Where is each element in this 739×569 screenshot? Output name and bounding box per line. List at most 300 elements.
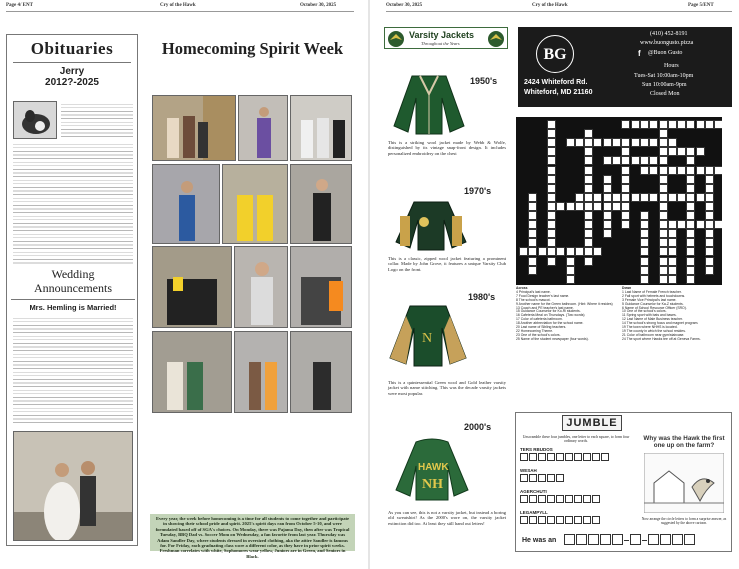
jumble-answer-prefix: He was an — [522, 537, 557, 544]
across-clue: 17 Color of cafeteria bathroom. — [516, 317, 563, 322]
jumble-letter-box[interactable] — [556, 516, 564, 524]
crossword-cell[interactable] — [686, 275, 695, 284]
crossword-cell[interactable] — [705, 220, 714, 229]
down-clues — [622, 287, 732, 342]
crossword-cell[interactable] — [528, 247, 537, 256]
crossword-cell[interactable] — [566, 247, 575, 256]
crossword-cell[interactable] — [584, 175, 593, 184]
crossword-cell[interactable] — [547, 202, 556, 211]
crossword-cell[interactable] — [547, 156, 556, 165]
crossword-cell[interactable] — [584, 257, 593, 266]
jumble-letter-box[interactable] — [583, 453, 591, 461]
crossword-cell[interactable] — [603, 211, 612, 220]
crossword-cell[interactable] — [621, 184, 630, 193]
crossword-cell[interactable] — [677, 193, 686, 202]
jumble-letter-box[interactable] — [556, 474, 564, 482]
spirit-photo-8 — [234, 246, 288, 328]
crossword-cell[interactable] — [603, 220, 612, 229]
svg-text:N: N — [422, 331, 433, 346]
crossword-cell[interactable] — [640, 229, 649, 238]
obit-photo-jerry — [13, 101, 57, 139]
crossword-cell[interactable] — [621, 193, 630, 202]
jumble-answer-boxes[interactable] — [564, 534, 695, 545]
jumble-letter-box[interactable] — [547, 453, 555, 461]
crossword-cell[interactable] — [584, 156, 593, 165]
crossword-cell[interactable] — [528, 202, 537, 211]
crossword-cell[interactable] — [659, 275, 668, 284]
answer-letter-box[interactable] — [630, 534, 641, 545]
crossword-cell[interactable] — [584, 220, 593, 229]
crossword-cell[interactable] — [696, 220, 705, 229]
crossword-cell[interactable] — [547, 175, 556, 184]
crossword-cell[interactable] — [547, 166, 556, 175]
crossword-cell[interactable] — [621, 220, 630, 229]
jacket-1980s-image — [388, 300, 468, 368]
jumble-letter-box[interactable] — [529, 474, 537, 482]
crossword-cell[interactable] — [593, 138, 602, 147]
crossword-cell[interactable] — [686, 247, 695, 256]
crossword-cell[interactable] — [686, 211, 695, 220]
crossword-cell[interactable] — [659, 129, 668, 138]
crossword-cell[interactable] — [547, 257, 556, 266]
crossword-cell[interactable] — [659, 257, 668, 266]
answer-letter-box[interactable] — [600, 534, 611, 545]
crossword-cell[interactable] — [705, 266, 714, 275]
jumble-letter-box[interactable] — [574, 495, 582, 503]
crossword-cell[interactable] — [640, 257, 649, 266]
crossword-cell[interactable] — [528, 211, 537, 220]
crossword-cell[interactable] — [640, 138, 649, 147]
spirit-photo-5 — [222, 164, 288, 244]
answer-letter-box[interactable] — [648, 534, 659, 545]
crossword-cell[interactable] — [547, 238, 556, 247]
crossword-cell[interactable] — [621, 147, 630, 156]
crossword-cell[interactable] — [640, 193, 649, 202]
jumble-instructions: Unscramble these four jumbles, one letter to each square, to form four ordinary words. — [522, 435, 630, 444]
crossword-cell[interactable] — [659, 266, 668, 275]
crossword-cell[interactable] — [547, 147, 556, 156]
crossword-cell[interactable] — [668, 166, 677, 175]
crossword-cell[interactable] — [696, 120, 705, 129]
crossword-cell[interactable] — [584, 193, 593, 202]
answer-letter-box[interactable] — [588, 534, 599, 545]
jumble-letter-box[interactable] — [592, 495, 600, 503]
crossword-cell[interactable] — [631, 156, 640, 165]
across-clue: 25 Name of the student newspaper (four words). — [516, 336, 589, 341]
crossword-cell[interactable] — [677, 166, 686, 175]
crossword-cell[interactable] — [705, 166, 714, 175]
crossword-cell[interactable] — [566, 266, 575, 275]
left-header-paper: Cry of the Hawk — [160, 3, 196, 8]
crossword-cell[interactable] — [547, 220, 556, 229]
crossword-cell[interactable] — [705, 184, 714, 193]
buon-gusto-ad[interactable] — [518, 27, 732, 107]
crossword-cell[interactable] — [556, 202, 565, 211]
crossword-cell[interactable] — [640, 266, 649, 275]
crossword-cell[interactable] — [659, 238, 668, 247]
down-clue: 11 Spring sport with bats and bases. — [622, 313, 677, 318]
crossword-cell[interactable] — [547, 193, 556, 202]
jumble-letter-box[interactable] — [592, 516, 600, 524]
crossword-cell[interactable] — [556, 247, 565, 256]
crossword-cell[interactable] — [659, 120, 668, 129]
jacket-1980s-caption: This is a quintessential Green wool and Gold leather varsity jacket with name stitching. This was the decade varsity jackets were most popular. — [388, 380, 506, 396]
down-clue: 5 Guidance Counselor for Ka-Z students. — [622, 301, 684, 306]
crossword-cell[interactable] — [649, 166, 658, 175]
crossword-cell[interactable] — [686, 156, 695, 165]
crossword-cell[interactable] — [668, 220, 677, 229]
jumble-letter-box[interactable] — [520, 474, 528, 482]
crossword-cell[interactable] — [584, 166, 593, 175]
crossword-cell[interactable] — [621, 138, 630, 147]
jumble-letter-box[interactable] — [565, 453, 573, 461]
crossword-cell[interactable] — [547, 184, 556, 193]
crossword-cell[interactable] — [705, 202, 714, 211]
left-header-page: Page 4/ ENT — [6, 3, 33, 8]
crossword-cell[interactable] — [686, 120, 695, 129]
crossword-cell[interactable] — [659, 193, 668, 202]
crossword-cell[interactable] — [659, 211, 668, 220]
crossword-cell[interactable] — [631, 120, 640, 129]
crossword-cell[interactable] — [621, 156, 630, 165]
across-clue: 23 One of the school's colors. — [516, 332, 561, 337]
crossword-cell[interactable] — [705, 229, 714, 238]
crossword-cell[interactable] — [631, 138, 640, 147]
crossword-cell[interactable] — [686, 147, 695, 156]
jacket-1970s-caption: This is a classic, zipped wool jacket featuring a prominent collar. Made by John Grove, it features a unique Varsity Club Logo on the front. — [388, 256, 506, 272]
obit-dates: 2012?-2025 — [45, 77, 99, 88]
varsity-banner — [384, 27, 508, 49]
crossword-cell[interactable] — [593, 247, 602, 256]
crossword-cell[interactable] — [677, 220, 686, 229]
jumble-letter-box[interactable] — [601, 453, 609, 461]
crossword-cell[interactable] — [668, 138, 677, 147]
crossword-cell[interactable] — [575, 193, 584, 202]
wedding-heading: Mrs. Hemling is Married! — [29, 303, 117, 312]
crossword-cell[interactable] — [696, 147, 705, 156]
jumble-letter-box[interactable] — [556, 453, 564, 461]
crossword-cell[interactable] — [612, 138, 621, 147]
down-clue: 19 The county in which the school resides. — [622, 328, 686, 333]
spirit-photo-2 — [238, 95, 288, 161]
facebook-icon[interactable]: f — [638, 49, 641, 58]
right-header-rule — [386, 11, 732, 12]
crossword-cell[interactable] — [640, 120, 649, 129]
across-clue: 4 Principal's last name. — [516, 289, 551, 294]
answer-dash — [642, 540, 647, 541]
spirit-photo-10 — [152, 331, 232, 413]
crossword-cell[interactable] — [640, 247, 649, 256]
crossword-cell[interactable] — [547, 229, 556, 238]
crossword-cell[interactable] — [640, 211, 649, 220]
crossword-cell[interactable] — [575, 138, 584, 147]
homecoming-body: Every year, the week before homecoming is a time for all students to come together and participate in showing their school pride and spirit. 2025's spirit days ran from October 5-10, and were formulated based off of SGA's choices. On Monday, there was Pajama Day, then after was Tropical Tuesday, BBQ Dad vs. Soccer Mom on Wednesday, a fan favorite from last year. Thursday was Adam Sandler Day, where students dressed in oversized clothing, aka the attire Sandler is famous for. For Friday, each graduating class wore a different color, as they have in prior spirit weeks. Freshman correlates with white, Sophomores wear yellow, Juniors are in Green, and Seniors in Black. — [155, 516, 350, 559]
crossword-cell[interactable] — [547, 138, 556, 147]
crossword-cell[interactable] — [714, 220, 722, 229]
crossword-cell[interactable] — [686, 266, 695, 275]
jumble-letter-box[interactable] — [547, 474, 555, 482]
across-clue: 20 Last name of Sibling teachers. — [516, 325, 567, 330]
crossword-cell[interactable] — [659, 156, 668, 165]
jumble-scrambled-word: TERS RBUDOS — [520, 447, 553, 452]
answer-letter-box[interactable] — [660, 534, 671, 545]
crossword-cell[interactable] — [705, 247, 714, 256]
ad-hours-title: Hours — [664, 63, 679, 69]
crossword-cell[interactable] — [612, 202, 621, 211]
crossword-cell[interactable] — [621, 166, 630, 175]
crossword-cell[interactable] — [668, 238, 677, 247]
crossword-cell[interactable] — [668, 257, 677, 266]
down-list — [622, 291, 732, 342]
crossword-cell[interactable] — [668, 120, 677, 129]
crossword-cell[interactable] — [668, 266, 677, 275]
hawk-logo-icon — [387, 30, 405, 48]
crossword-cell[interactable] — [584, 247, 593, 256]
crossword-cell[interactable] — [668, 193, 677, 202]
crossword-cell[interactable] — [714, 166, 722, 175]
down-clue: 6 Name of School Resource Officer (SRO). — [622, 305, 687, 310]
crossword-cell[interactable] — [584, 138, 593, 147]
crossword-cell[interactable] — [593, 202, 602, 211]
crossword-cell[interactable] — [677, 120, 686, 129]
wedding-title: Wedding Announcements — [34, 267, 112, 295]
down-clue: 2 Fall sport with helmets and touchdowns. — [622, 293, 686, 298]
jumble-letter-box[interactable] — [574, 516, 582, 524]
right-header-date: October 30, 2025 — [386, 3, 423, 8]
crossword-cell[interactable] — [659, 220, 668, 229]
crossword-cell[interactable] — [584, 238, 593, 247]
jumble-letter-box[interactable] — [565, 495, 573, 503]
answer-letter-box[interactable] — [684, 534, 695, 545]
ad-hours-2: Sun 10:00am-9pm — [642, 82, 687, 88]
across-clue: 16 Cafeteria Meal on Thursdays. (Two words) — [516, 313, 585, 318]
jumble-letter-box[interactable] — [583, 516, 591, 524]
crossword-cell[interactable] — [621, 175, 630, 184]
across-clue: 8 The school's mascot. — [516, 297, 551, 302]
jumble-letter-box[interactable] — [520, 495, 528, 503]
crossword-cell[interactable] — [659, 229, 668, 238]
crossword-cell[interactable] — [603, 175, 612, 184]
jumble-letter-box[interactable] — [520, 453, 528, 461]
crossword-cell[interactable] — [566, 138, 575, 147]
jumble-letter-box[interactable] — [547, 495, 555, 503]
crossword-cell[interactable] — [584, 202, 593, 211]
crossword-cell[interactable] — [659, 184, 668, 193]
crossword-cell[interactable] — [659, 247, 668, 256]
crossword-cell[interactable] — [649, 138, 658, 147]
across-clue: 13 Coach and PE teacher's last name. — [516, 305, 574, 310]
obituaries-title: Obituaries — [30, 39, 114, 58]
decade-label-2000s: 2000's — [464, 422, 492, 432]
crossword-cell[interactable] — [528, 193, 537, 202]
crossword-cell[interactable] — [621, 202, 630, 211]
crossword-cell[interactable] — [584, 147, 593, 156]
jumble-letter-box[interactable] — [529, 495, 537, 503]
crossword-cell[interactable] — [686, 238, 695, 247]
crossword-cell[interactable] — [659, 166, 668, 175]
crossword-cell[interactable] — [686, 184, 695, 193]
jacket-2000s-caption: As you can see, this is not a varsity jacket, but instead a boring old sweatshirt! As the 2000's wore on, the varsity jacket extinction did too. At least they still hand out letters! — [388, 510, 506, 526]
crossword-cell[interactable] — [677, 147, 686, 156]
crossword-cell[interactable] — [566, 257, 575, 266]
crossword-cell[interactable] — [649, 193, 658, 202]
crossword-cell[interactable] — [547, 120, 556, 129]
down-clue: 14 The school's strong focus and magnet program. — [622, 321, 699, 326]
jumble-panel — [515, 412, 732, 552]
crossword-cell[interactable] — [584, 211, 593, 220]
crossword-cell[interactable] — [547, 211, 556, 220]
crossword-cell[interactable] — [649, 120, 658, 129]
crossword-cell[interactable] — [584, 129, 593, 138]
jumble-title: JUMBLE — [562, 415, 622, 431]
spirit-photo-3 — [290, 95, 352, 161]
jumble-letter-box[interactable] — [538, 495, 546, 503]
jumble-letter-box[interactable] — [583, 495, 591, 503]
crossword-cell[interactable] — [686, 193, 695, 202]
crossword-cell[interactable] — [686, 166, 695, 175]
crossword-cell[interactable] — [584, 229, 593, 238]
crossword-cell[interactable] — [640, 166, 649, 175]
crossword-cell[interactable] — [528, 257, 537, 266]
across-clue: 15 Guidance Counselor for Ko-Ri students. — [516, 309, 581, 314]
crossword-cell[interactable] — [621, 211, 630, 220]
crossword-cell[interactable] — [528, 266, 537, 275]
down-clue: 21 Color of bathroom near gym/staircase. — [622, 332, 685, 337]
crossword-cell[interactable] — [686, 229, 695, 238]
crossword-cell[interactable] — [659, 202, 668, 211]
jumble-words — [520, 447, 632, 531]
jacket-1970s-image — [392, 196, 470, 252]
jumble-letter-box[interactable] — [565, 516, 573, 524]
crossword-cell[interactable] — [714, 120, 722, 129]
crossword-cell[interactable] — [659, 175, 668, 184]
jacket-1950s-caption: This is a striking wool jacket made by Webb & Wolfe, distinguished by its vintage snap-front design. It includes personalized embroidery on the chest — [388, 140, 506, 156]
jumble-letter-box[interactable] — [556, 495, 564, 503]
ad-website[interactable]: www.buongusto.pizza — [640, 40, 694, 46]
crossword-cell[interactable] — [686, 220, 695, 229]
spirit-photo-9 — [290, 246, 352, 328]
crossword-cell[interactable] — [547, 247, 556, 256]
jumble-letter-box[interactable] — [520, 516, 528, 524]
down-clue: 24 The sport where Hawks tee off at Geneva Farms. — [622, 336, 701, 341]
jumble-letter-box[interactable] — [538, 453, 546, 461]
answer-letter-box[interactable] — [564, 534, 575, 545]
jumble-letter-box[interactable] — [592, 453, 600, 461]
homecoming-title: Homecoming Spirit Week — [161, 39, 344, 58]
answer-letter-box[interactable] — [672, 534, 683, 545]
down-clue: 12 Last Name of Male Business teacher. — [622, 317, 683, 322]
answer-dash — [624, 540, 629, 541]
across-clue: 22 Homecoming Theme. — [516, 328, 554, 333]
jumble-scrambled-word: WESAH — [520, 468, 537, 473]
crossword-cell[interactable] — [603, 184, 612, 193]
page-gutter — [368, 0, 370, 569]
crossword-cell[interactable] — [705, 120, 714, 129]
down-clue: 10 One of the school's colors. — [622, 309, 667, 314]
crossword-cell[interactable] — [612, 156, 621, 165]
crossword-cell[interactable] — [659, 138, 668, 147]
crossword-cell[interactable] — [686, 202, 695, 211]
crossword-cell[interactable] — [668, 229, 677, 238]
crossword-cell[interactable] — [659, 147, 668, 156]
crossword-cell[interactable] — [686, 175, 695, 184]
right-header-page: Page 5/ENT — [688, 3, 714, 8]
crossword-cell[interactable] — [603, 202, 612, 211]
across-clue: 7 Food Design teacher's last name. — [516, 293, 570, 298]
crossword-cell[interactable] — [668, 147, 677, 156]
ad-hours-1: Tues-Sat 10:00am-10pm — [634, 73, 694, 79]
left-header-rule — [6, 11, 354, 12]
answer-letter-box[interactable] — [576, 534, 587, 545]
crossword-cell[interactable] — [519, 247, 528, 256]
across-clue: 9 Another name for the Green bathroom. (Hint: Where it resides) — [516, 301, 613, 306]
crossword-cell[interactable] — [528, 220, 537, 229]
crossword-cell[interactable] — [575, 247, 584, 256]
crossword-cell[interactable] — [575, 202, 584, 211]
crossword-cell[interactable] — [631, 193, 640, 202]
right-header-paper: Cry of the Hawk — [532, 3, 568, 8]
crossword-cell[interactable] — [696, 166, 705, 175]
crossword-cell[interactable] — [705, 211, 714, 220]
varsity-title: Varsity Jackets — [409, 30, 475, 40]
crossword-cell[interactable] — [686, 257, 695, 266]
crossword-cell[interactable] — [640, 275, 649, 284]
hawk-logo-icon-right — [487, 30, 505, 48]
crossword-cell[interactable] — [649, 156, 658, 165]
crossword-cell[interactable] — [603, 229, 612, 238]
jumble-arrange-note: Now arrange the circle letters to form a surprise answer, as suggested by the above cartoon. — [641, 517, 727, 526]
varsity-subtitle: Throughout the Years — [421, 41, 460, 46]
crossword-cell[interactable] — [566, 202, 575, 211]
jumble-letter-box[interactable] — [529, 516, 537, 524]
ad-hours-3: Closed Mon — [650, 91, 680, 97]
jumble-letter-box[interactable] — [574, 453, 582, 461]
crossword-cell[interactable] — [547, 129, 556, 138]
obit-text-block-1 — [61, 101, 133, 139]
crossword-cell[interactable] — [640, 238, 649, 247]
crossword-cell[interactable] — [640, 156, 649, 165]
crossword-cell[interactable] — [612, 193, 621, 202]
crossword-cell[interactable] — [705, 238, 714, 247]
crossword-cell[interactable] — [640, 220, 649, 229]
jumble-letter-box[interactable] — [538, 516, 546, 524]
jumble-letter-box[interactable] — [529, 453, 537, 461]
answer-letter-box[interactable] — [612, 534, 623, 545]
crossword-cell[interactable] — [705, 175, 714, 184]
crossword-cell[interactable] — [603, 193, 612, 202]
obit-name: Jerry — [59, 66, 85, 77]
crossword-cell[interactable] — [528, 238, 537, 247]
crossword-cell[interactable] — [668, 247, 677, 256]
crossword-cell[interactable] — [584, 184, 593, 193]
across-list — [516, 291, 616, 342]
jumble-letter-box[interactable] — [547, 516, 555, 524]
crossword-cell[interactable] — [696, 193, 705, 202]
jumble-letter-box[interactable] — [538, 474, 546, 482]
crossword-cell[interactable] — [538, 247, 547, 256]
crossword-cell[interactable] — [705, 257, 714, 266]
crossword-cell[interactable] — [528, 229, 537, 238]
crossword-cell[interactable] — [705, 193, 714, 202]
crossword-cell[interactable] — [593, 193, 602, 202]
ad-social[interactable]: @Buon Gusto — [648, 50, 683, 56]
crossword-cell[interactable] — [603, 138, 612, 147]
crossword-cell[interactable] — [603, 156, 612, 165]
crossword-cell[interactable] — [668, 275, 677, 284]
crossword-cell[interactable] — [621, 120, 630, 129]
crossword-cell[interactable] — [566, 275, 575, 284]
jumble-word-row — [520, 489, 632, 510]
